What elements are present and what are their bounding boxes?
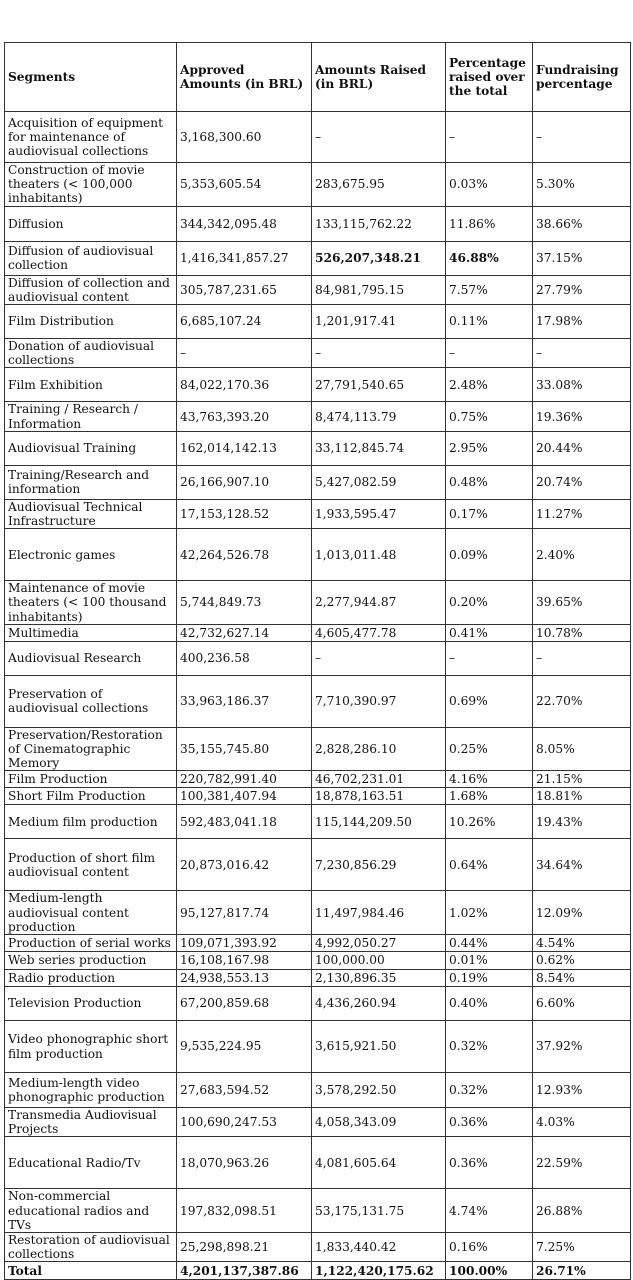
cell-approved: 5,353,605.54 (177, 163, 312, 207)
table-row (5, 368, 631, 402)
cell-pct-total: 0.32% (446, 1021, 533, 1073)
cell-pct-total: 7.57% (446, 275, 533, 304)
cell-approved: 100,690,247.53 (177, 1108, 312, 1137)
cell-raised: – (312, 112, 446, 163)
cell-segment: Preservation of audiovisual collections (5, 675, 177, 727)
cell-approved: 344,342,095.48 (177, 206, 312, 241)
table-row (5, 1137, 631, 1189)
table-row (5, 952, 631, 970)
table-row (5, 163, 631, 207)
cell-segment: Training/Research and information (5, 465, 177, 499)
cell-pct-total: 0.03% (446, 163, 533, 207)
cell-segment: Electronic games (5, 529, 177, 581)
cell-raised: 4,058,343.09 (312, 1108, 446, 1137)
cell-segment: Preservation/Restoration of Cinematographic Memory (5, 727, 177, 771)
cell-raised: 1,833,440.42 (312, 1233, 446, 1262)
cell-pct-total: 0.44% (446, 935, 533, 952)
header-approved: Approved Amounts (in BRL) (177, 43, 312, 112)
table-row (5, 1073, 631, 1108)
cell-approved: 220,782,991.40 (177, 771, 312, 788)
cell-raised: 18,878,163.51 (312, 788, 446, 805)
cell-fundraising: 37.15% (533, 241, 631, 275)
table-row (5, 839, 631, 891)
table-row (5, 641, 631, 675)
cell-segment: Maintenance of movie theaters (< 100 thousand inhabitants) (5, 581, 177, 625)
table-row (5, 206, 631, 241)
header-segments: Segments (5, 43, 177, 112)
table-row (5, 499, 631, 528)
total-cell-raised: 1,122,420,175.62 (312, 1262, 446, 1280)
cell-fundraising: 27.79% (533, 275, 631, 304)
table-row (5, 581, 631, 625)
cell-fundraising: 19.36% (533, 402, 631, 431)
cell-raised: 33,112,845.74 (312, 431, 446, 465)
cell-pct-total: 1.68% (446, 788, 533, 805)
cell-segment: Transmedia Audiovisual Projects (5, 1108, 177, 1137)
cell-segment: Television Production (5, 987, 177, 1021)
cell-pct-total: 4.16% (446, 771, 533, 788)
cell-fundraising: 0.62% (533, 952, 631, 970)
cell-pct-total: 0.64% (446, 839, 533, 891)
cell-fundraising: 12.09% (533, 891, 631, 935)
cell-approved: 26,166,907.10 (177, 465, 312, 499)
cell-pct-total: 0.69% (446, 675, 533, 727)
cell-approved: 18,070,963.26 (177, 1137, 312, 1189)
table-row (5, 339, 631, 368)
table-row (5, 241, 631, 275)
cell-segment: Audiovisual Training (5, 431, 177, 465)
cell-pct-total: 11.86% (446, 206, 533, 241)
cell-fundraising: 18.81% (533, 788, 631, 805)
cell-pct-total: 0.11% (446, 305, 533, 339)
cell-approved: 6,685,107.24 (177, 305, 312, 339)
table-row (5, 529, 631, 581)
cell-segment: Radio production (5, 970, 177, 987)
cell-segment: Short Film Production (5, 788, 177, 805)
cell-approved: 24,938,553.13 (177, 970, 312, 987)
header-row (5, 43, 631, 112)
cell-pct-total: 1.02% (446, 891, 533, 935)
cell-approved: 3,168,300.60 (177, 112, 312, 163)
cell-segment: Diffusion (5, 206, 177, 241)
cell-raised: 2,130,896.35 (312, 970, 446, 987)
cell-approved: 84,022,170.36 (177, 368, 312, 402)
cell-approved: 400,236.58 (177, 641, 312, 675)
cell-pct-total: 0.16% (446, 1233, 533, 1262)
cell-raised: 27,791,540.65 (312, 368, 446, 402)
cell-approved: 20,873,016.42 (177, 839, 312, 891)
cell-segment: Medium-length video phonographic production (5, 1073, 177, 1108)
table-row (5, 465, 631, 499)
cell-pct-total: 2.48% (446, 368, 533, 402)
table-row (5, 431, 631, 465)
table-row (5, 788, 631, 805)
cell-raised: – (312, 339, 446, 368)
cell-raised: 4,436,260.94 (312, 987, 446, 1021)
cell-fundraising: 22.59% (533, 1137, 631, 1189)
cell-pct-total: 0.09% (446, 529, 533, 581)
cell-segment: Non-commercial educational radios and TVs (5, 1189, 177, 1233)
cell-raised: 84,981,795.15 (312, 275, 446, 304)
cell-raised: 5,427,082.59 (312, 465, 446, 499)
cell-segment: Educational Radio/Tv (5, 1137, 177, 1189)
total-cell-segment: Total (5, 1262, 177, 1280)
cell-pct-total: 2.95% (446, 431, 533, 465)
cell-raised: 4,992,050.27 (312, 935, 446, 952)
cell-raised: 1,201,917.41 (312, 305, 446, 339)
cell-approved: 35,155,745.80 (177, 727, 312, 771)
table-row (5, 1021, 631, 1073)
cell-fundraising: 33.08% (533, 368, 631, 402)
cell-raised: 100,000.00 (312, 952, 446, 970)
cell-segment: Diffusion of collection and audiovisual content (5, 275, 177, 304)
table-row (5, 771, 631, 788)
cell-fundraising: 26.88% (533, 1189, 631, 1233)
cell-raised: 8,474,113.79 (312, 402, 446, 431)
cell-pct-total: – (446, 339, 533, 368)
cell-approved: 9,535,224.95 (177, 1021, 312, 1073)
cell-approved: 16,108,167.98 (177, 952, 312, 970)
cell-pct-total: 46.88% (446, 241, 533, 275)
cell-pct-total: 0.75% (446, 402, 533, 431)
cell-raised: 46,702,231.01 (312, 771, 446, 788)
cell-pct-total: 0.19% (446, 970, 533, 987)
cell-raised: 11,497,984.46 (312, 891, 446, 935)
cell-segment: Training / Research / Information (5, 402, 177, 431)
cell-fundraising: 11.27% (533, 499, 631, 528)
cell-approved: 42,732,627.14 (177, 624, 312, 641)
cell-raised: 4,605,477.78 (312, 624, 446, 641)
table-row (5, 112, 631, 163)
cell-fundraising: 20.74% (533, 465, 631, 499)
table-row (5, 987, 631, 1021)
cell-approved: 27,683,594.52 (177, 1073, 312, 1108)
cell-raised: 53,175,131.75 (312, 1189, 446, 1233)
cell-approved: 1,416,341,857.27 (177, 241, 312, 275)
cell-pct-total: 4.74% (446, 1189, 533, 1233)
cell-segment: Production of serial works (5, 935, 177, 952)
cell-pct-total: 0.36% (446, 1137, 533, 1189)
cell-pct-total: – (446, 641, 533, 675)
cell-fundraising: – (533, 339, 631, 368)
cell-fundraising: – (533, 112, 631, 163)
cell-pct-total: 0.20% (446, 581, 533, 625)
cell-pct-total: 0.41% (446, 624, 533, 641)
cell-segment: Medium film production (5, 805, 177, 839)
cell-segment: Film Distribution (5, 305, 177, 339)
cell-approved: 17,153,128.52 (177, 499, 312, 528)
cell-approved: 197,832,098.51 (177, 1189, 312, 1233)
cell-fundraising: – (533, 641, 631, 675)
table-container (4, 42, 631, 1280)
cell-fundraising: 17.98% (533, 305, 631, 339)
cell-fundraising: 22.70% (533, 675, 631, 727)
cell-raised: 7,230,856.29 (312, 839, 446, 891)
cell-segment: Construction of movie theaters (< 100,000 inhabitants) (5, 163, 177, 207)
cell-fundraising: 39.65% (533, 581, 631, 625)
total-row (5, 1262, 631, 1280)
cell-approved: 305,787,231.65 (177, 275, 312, 304)
cell-fundraising: 12.93% (533, 1073, 631, 1108)
table-row (5, 935, 631, 952)
cell-approved: 95,127,817.74 (177, 891, 312, 935)
cell-pct-total: – (446, 112, 533, 163)
cell-pct-total: 0.36% (446, 1108, 533, 1137)
table-row (5, 1189, 631, 1233)
cell-fundraising: 10.78% (533, 624, 631, 641)
cell-fundraising: 21.15% (533, 771, 631, 788)
cell-raised: 3,578,292.50 (312, 1073, 446, 1108)
cell-segment: Film Exhibition (5, 368, 177, 402)
cell-approved: 109,071,393.92 (177, 935, 312, 952)
cell-raised: 3,615,921.50 (312, 1021, 446, 1073)
table-row (5, 891, 631, 935)
total-cell-fundraising: 26.71% (533, 1262, 631, 1280)
total-cell-approved: 4,201,137,387.86 (177, 1262, 312, 1280)
cell-pct-total: 0.01% (446, 952, 533, 970)
cell-fundraising: 5.30% (533, 163, 631, 207)
cell-raised: 2,277,944.87 (312, 581, 446, 625)
cell-approved: – (177, 339, 312, 368)
cell-raised: 4,081,605.64 (312, 1137, 446, 1189)
cell-fundraising: 38.66% (533, 206, 631, 241)
cell-segment: Web series production (5, 952, 177, 970)
cell-pct-total: 0.40% (446, 987, 533, 1021)
table-row (5, 805, 631, 839)
table-row (5, 1233, 631, 1262)
cell-fundraising: 8.05% (533, 727, 631, 771)
cell-pct-total: 10.26% (446, 805, 533, 839)
cell-pct-total: 0.17% (446, 499, 533, 528)
cell-raised: 283,675.95 (312, 163, 446, 207)
cell-fundraising: 37.92% (533, 1021, 631, 1073)
header-fundraising: Fundraising percentage (533, 43, 631, 112)
header-pct-total: Percentage raised over the total (446, 43, 533, 112)
cell-raised: 1,013,011.48 (312, 529, 446, 581)
cell-raised: 1,933,595.47 (312, 499, 446, 528)
cell-pct-total: 0.48% (446, 465, 533, 499)
cell-approved: 592,483,041.18 (177, 805, 312, 839)
cell-fundraising: 7.25% (533, 1233, 631, 1262)
cell-segment: Multimedia (5, 624, 177, 641)
cell-fundraising: 4.54% (533, 935, 631, 952)
cell-segment: Audiovisual Technical Infrastructure (5, 499, 177, 528)
cell-approved: 5,744,849.73 (177, 581, 312, 625)
cell-segment: Acquisition of equipment for maintenance of audiovisual collections (5, 112, 177, 163)
cell-raised: – (312, 641, 446, 675)
cell-segment: Donation of audiovisual collections (5, 339, 177, 368)
cell-segment: Restoration of audiovisual collections (5, 1233, 177, 1262)
cell-segment: Film Production (5, 771, 177, 788)
cell-fundraising: 34.64% (533, 839, 631, 891)
cell-segment: Video phonographic short film production (5, 1021, 177, 1073)
cell-fundraising: 2.40% (533, 529, 631, 581)
cell-fundraising: 20.44% (533, 431, 631, 465)
cell-approved: 33,963,186.37 (177, 675, 312, 727)
cell-approved: 25,298,898.21 (177, 1233, 312, 1262)
cell-raised: 133,115,762.22 (312, 206, 446, 241)
cell-raised: 7,710,390.97 (312, 675, 446, 727)
table-row (5, 675, 631, 727)
table-row (5, 402, 631, 431)
table-row (5, 305, 631, 339)
cell-segment: Medium-length audiovisual content production (5, 891, 177, 935)
cell-raised: 526,207,348.21 (312, 241, 446, 275)
table-row (5, 275, 631, 304)
table-row (5, 970, 631, 987)
header-raised: Amounts Raised (in BRL) (312, 43, 446, 112)
table-row (5, 727, 631, 771)
cell-segment: Audiovisual Research (5, 641, 177, 675)
cell-approved: 43,763,393.20 (177, 402, 312, 431)
table-row (5, 624, 631, 641)
cell-fundraising: 6.60% (533, 987, 631, 1021)
total-cell-pct-total: 100.00% (446, 1262, 533, 1280)
cell-segment: Production of short film audiovisual content (5, 839, 177, 891)
cell-fundraising: 8.54% (533, 970, 631, 987)
cell-raised: 115,144,209.50 (312, 805, 446, 839)
cell-fundraising: 4.03% (533, 1108, 631, 1137)
cell-approved: 67,200,859.68 (177, 987, 312, 1021)
fundraising-table (4, 42, 631, 1280)
cell-pct-total: 0.25% (446, 727, 533, 771)
cell-approved: 162,014,142.13 (177, 431, 312, 465)
cell-approved: 42,264,526.78 (177, 529, 312, 581)
table-row (5, 1108, 631, 1137)
cell-fundraising: 19.43% (533, 805, 631, 839)
cell-segment: Diffusion of audiovisual collection (5, 241, 177, 275)
cell-pct-total: 0.32% (446, 1073, 533, 1108)
cell-raised: 2,828,286.10 (312, 727, 446, 771)
cell-approved: 100,381,407.94 (177, 788, 312, 805)
